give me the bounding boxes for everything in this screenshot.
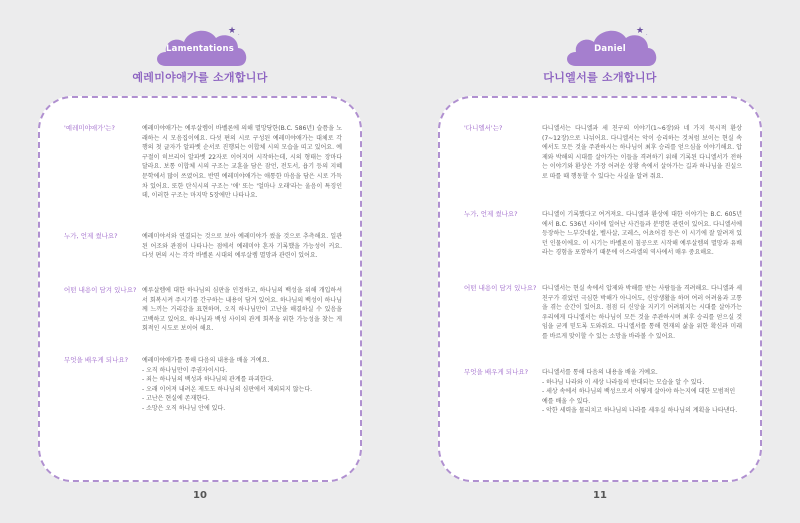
- list-item: - 오래 이어져 내려온 제도도 하나님의 심판에서 제외되지 않는다.: [142, 385, 313, 393]
- page-heading: 다니엘서를 소개합니다: [543, 71, 657, 84]
- section-answer: 예레미야서와 연결되는 것으로 보아 예레미야가 썼을 것으로 추측해요. 일관된 어조와 관점이 나타나는 점에서 예레미야 혼자 기록했을 가능성이 커요. 다섯 편의 시는 각각 바벨론 시대의 예루살렘 멸망과 관련이 있어요.: [142, 233, 342, 260]
- section-question: 누가, 언제 썼나요?: [464, 210, 518, 218]
- section-answer: [142, 356, 342, 414]
- page-heading: 예레미야애가를 소개합니다: [132, 71, 268, 84]
- section-question: 어떤 내용이 담겨 있나요?: [464, 284, 537, 292]
- daniel-cloud-badge: [562, 22, 672, 70]
- section-answer: 다니엘서는 다니엘과 세 친구의 이야기(1~6장)와 네 가지 묵시적 환상(7~12장)으로 나뉘어요. 다니엘서는 악이 승리하는 것처럼 보이는 현실 속에서도 모든 것을 주관하시는 하나님이 최후 승리를 얻으심을 이야기해요. 압제와 박해의 시대를 살아가는 이들을 격려하기 위해 기록된 다니엘서가 전하는 이야기와 환상은 가장 어려운 상황 속에서 살아가는 길과 하나님을 진실으로 따를 때 행동할 수 있다는 사실을 알려 줘요.: [542, 125, 742, 180]
- section-answer: 다니엘서는 현실 속에서 압제와 박해를 받는 사람들을 격려해요. 다니엘과 세 친구가 겪었던 극심한 박해가 아니어도, 신앙생활을 하며 여러 어려움과 고통을 겪는 순간이 있어요. 점점 더 신앙을 지키기 어려워지는 시대를 살아가는 우리에게 다니엘서는 하나님이 모든 것을 주관하시며 최후 승리를 얻으실 것임을 굳게 믿도록 도와줘요. 다니엘서를 통해 현재의 삶을 위한 확신과 미래를 바르게 맞이할 수 있는 소망을 바라볼 수 있어요.: [542, 285, 742, 340]
- list-item: - 고난은 현실에 존재한다.: [142, 395, 210, 403]
- page-number: 11: [593, 490, 607, 501]
- section-question: '예레미야애가'는?: [64, 124, 115, 132]
- list-item: - 악한 세력을 물리치고 하나님의 나라를 세우실 하나님의 계획을 나타낸다.: [542, 407, 738, 415]
- book-badge-label: Lamentations: [166, 44, 234, 54]
- right-page: [400, 0, 800, 523]
- section-answer: 다니엘이 기록했다고 여겨져요. 다니엘과 환상에 대한 이야기는 B.C. 605년에서 B.C. 536년 사이에 일어난 사건들과 분명한 관련이 있어요. 다니엘서에 등장하는 느부갓네살, 벨사살, 고레스, 어쵸어검 등은 이 시기에 잘 알려져 있던 인물이에요. 이 시기는 바벨론이 침공으로 시작해 예루살렘의 멸망과 유배라는 경험을 포함하기 때문에 이스라엘의 역사에서 매우 중요해요.: [542, 211, 742, 257]
- list-item: - 세상 속에서 하나님의 백성으로서 어떻게 살아야 하는지에 대한 모범적인 예를 배울 수 있다.: [542, 388, 736, 405]
- intro-panel: [38, 96, 362, 482]
- section-question: 무엇을 배우게 되나요?: [464, 368, 529, 376]
- book-badge-label: Daniel: [594, 44, 626, 54]
- section-question: 누가, 언제 썼나요?: [64, 232, 118, 240]
- lamentations-cloud-badge: [152, 22, 262, 70]
- section-question: 무엇을 배우게 되나요?: [64, 356, 129, 364]
- section-answer: 예루살렘에 대한 하나님의 심판을 인정하고, 하나님의 백성을 위해 개입하셔서 회복시켜 주시기를 간구하는 내용이 담겨 있어요. 하나님의 백성이 하나님께 느끼는 거리감을 표현하며, 오직 하나님만이 고난을 해결하실 수 있음을 고백하고 있어요. 하나님과 백성 사이의 관계 회복을 위한 가능성을 찾는 게 회적인 시도로 보이어 해요.: [142, 287, 342, 333]
- section-question: 어떤 내용이 담겨 있나요?: [64, 286, 137, 294]
- star-icon: ★: [228, 26, 237, 36]
- intro-panel: [438, 96, 762, 482]
- lessons-intro: 예레미야애가를 통해 다음의 내용을 배울 거예요.: [142, 357, 270, 364]
- star-icon: ★: [636, 26, 645, 36]
- sparkle-icon: ·: [238, 32, 240, 38]
- page-number: 10: [193, 490, 207, 501]
- list-item: - 하나님 나라와 이 세상 나라들의 반대되는 모습을 알 수 있다.: [542, 378, 705, 386]
- section-answer: [542, 368, 742, 416]
- lessons-intro: 다니엘서를 통해 다음의 내용을 배울 거예요.: [542, 369, 658, 376]
- sparkle-icon: ·: [646, 32, 648, 38]
- list-item: - 소망은 오직 하나님 안에 있다.: [142, 404, 226, 412]
- list-item: - 오직 하나님만이 주권자이시다.: [142, 366, 228, 374]
- list-item: - 죄는 하나님의 백성과 하나님의 관계를 파괴한다.: [142, 376, 274, 384]
- section-answer: 예레미야애가는 예루살렘이 바벨론에 의해 멸망당한(B.C. 586년) 슬픔을 노래하는 시 모음집이에요. 다섯 편의 시로 구성된 예레미야애가는 대체로 각 행의 첫 글자가 알파벳 순서로 진행되는 이합체 시의 모습을 띠고 있어요. 예구절이 히브리어 알파벳 22자로 이어지며 시작하는데, 시의 형태는 장마다 달라요. 보통 이합체 시의 구조는 교훈을 담은 잠언, 전도서, 욥기 등의 지혜문학에서 많이 쓰였어요. 반면 예레미야애가는 애통한 마음을 담은 시로 가득 차 있어요. 또한 탄식시의 구조는 '애' 또는 '얼마나 오래'라는 울음이 특징인데, 이러한 구조는 마지막 5장에만 나타나요.: [142, 125, 342, 200]
- section-question: '다니엘서'는?: [464, 124, 503, 132]
